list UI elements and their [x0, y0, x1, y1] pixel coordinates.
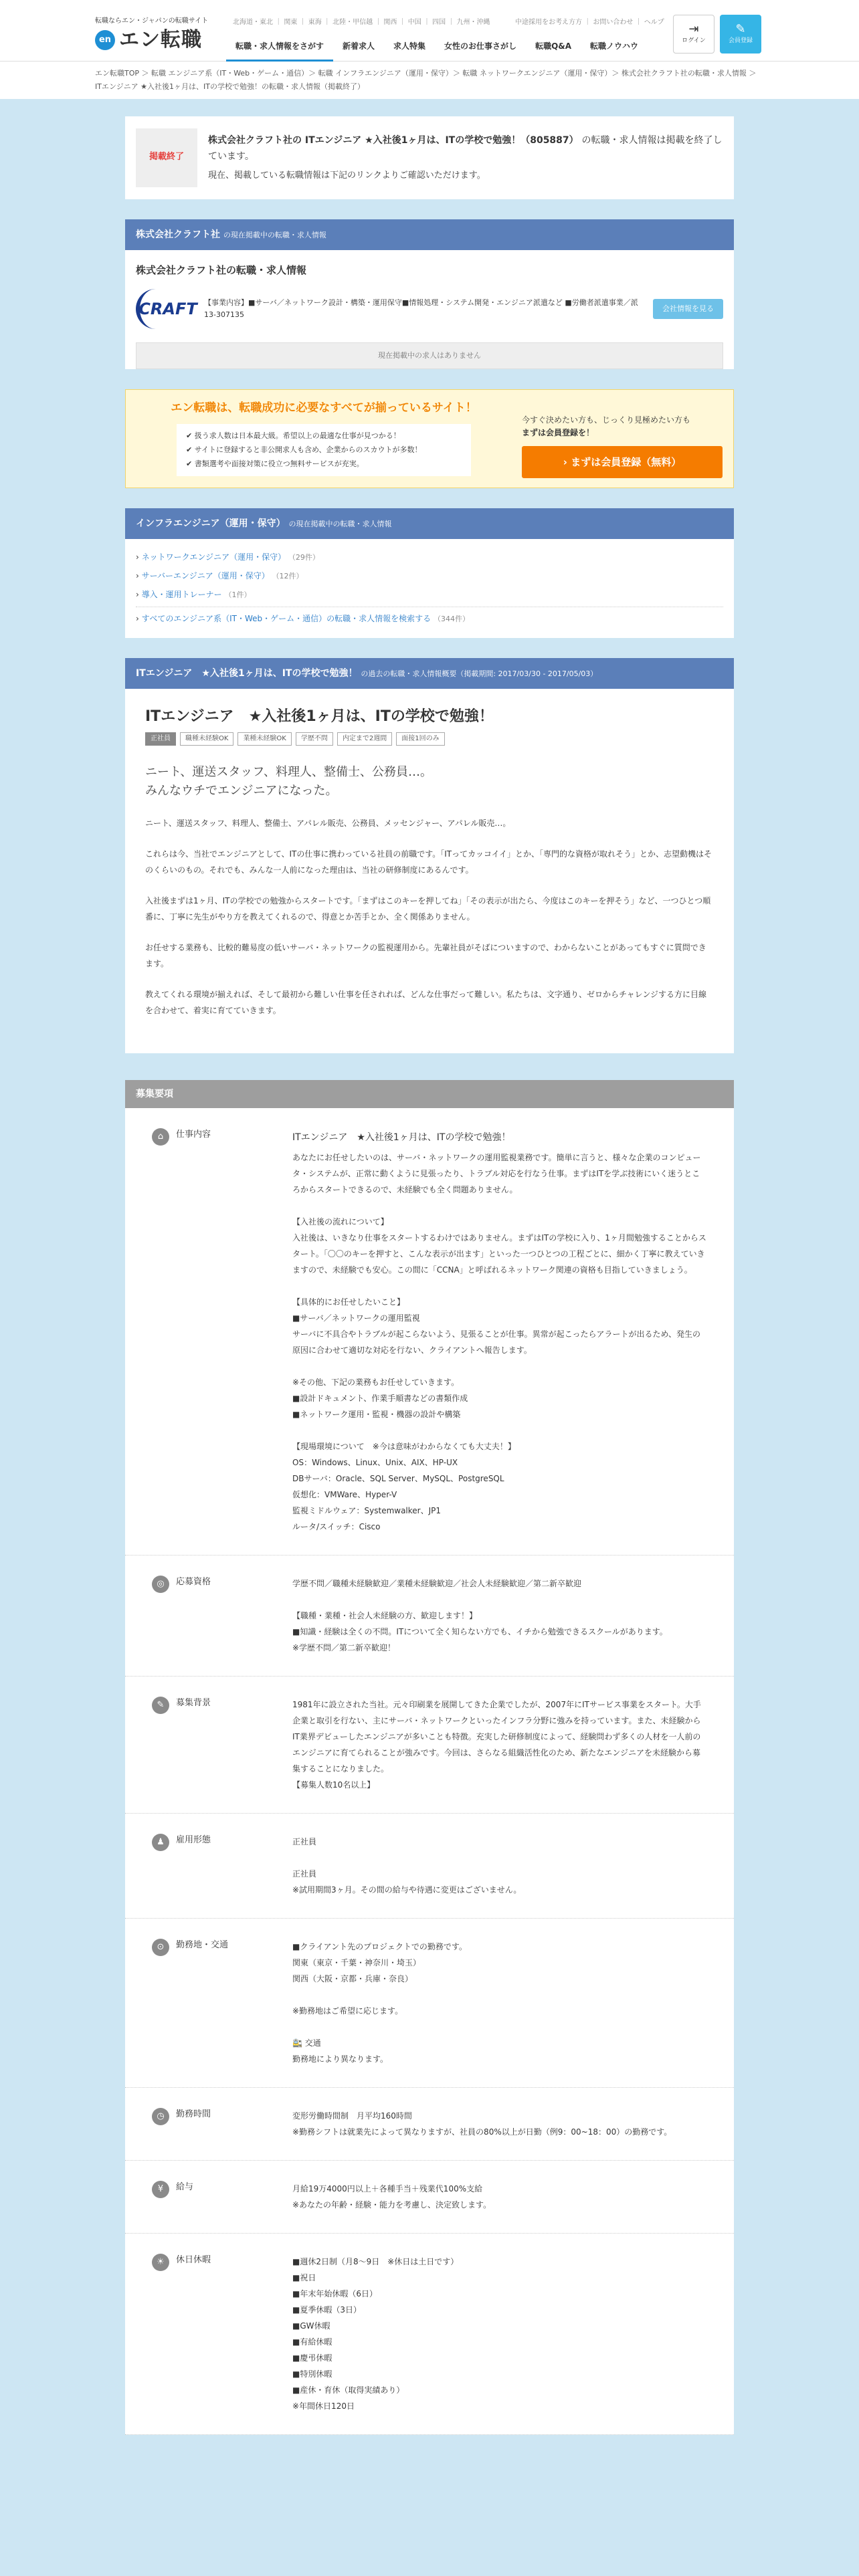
- en-logo-icon: en: [95, 30, 115, 50]
- catch-line: ニート、運送スタッフ、料理人、整備士、公務員…。: [145, 765, 432, 780]
- requirement-icon: ⌂: [152, 1128, 169, 1146]
- register-label: 会員登録: [728, 37, 753, 44]
- requirement-row: [125, 2234, 734, 2435]
- job-head: ITエンジニア ★入社後1ヶ月は、ITの学校で勉強！: [136, 667, 358, 679]
- site-logo[interactable]: [95, 24, 202, 56]
- promo-item: ✔ 扱う求人数は日本最大級。希望以上の最適な仕事が見つかる！: [186, 431, 401, 440]
- job-title: ITエンジニア ★入社後1ヶ月は、ITの学校で勉強！: [145, 708, 494, 726]
- requirement-row: [125, 2088, 734, 2161]
- requirement-text: 1981年に設立された当社。元々印刷業を展開してきた企業でしたが、2007年にITサービス事業をスタート。大手企業と取引を行ない、主にサーバ・ネットワークといったインフラ分野に強みを持っています。また、未経験からIT業界デビューしたエンジニアが多いことも特徴。充実した研修制度によって、経験問わず多くの人材を一人前のエンジニアに育てられることが強みです。今回は、さらなる組織活性化のため、新たなエンジニアを未経験から募集することになりました。 【募集人数10名以上】: [292, 1700, 701, 1790]
- requirement-row: [125, 2161, 734, 2234]
- description-paragraph: 教えてくれる環境が揃えれば、そして最初から難しい仕事を任されれば、どんな仕事だって難しい。私たちは、文字通り、ゼロからチャレンジする方に目線を合わせて、着実に育てていきます。: [145, 990, 707, 1016]
- requirement-text: 正社員 正社員 ※試用期間3ヶ月。その間の給与や待遇に変更はございません。: [292, 1837, 522, 1895]
- description-paragraph: ニート、運送スタッフ、料理人、整備士、アパレル販売、公務員、メッセンジャー、アパレル販売…。: [145, 819, 511, 829]
- requirement-text: 変形労働時間制 月平均160時間 ※勤務シフトは就業先によって異なりますが、社員の80%以上が日勤（例9：00~18：00）の勤務です。: [292, 2111, 672, 2137]
- company-head-sub: の現在掲載中の転職・求人情報: [223, 230, 326, 239]
- nav-features[interactable]: 求人特集: [393, 41, 426, 51]
- requirement-label: [152, 1697, 292, 1793]
- requirement-icon: ☀: [152, 2254, 169, 2271]
- requirement-label-text: 給与: [176, 2182, 194, 2193]
- requirement-label: [152, 1834, 292, 1898]
- requirement-icon: ✎: [152, 1697, 169, 1714]
- company-logo: CRAFT: [136, 289, 196, 329]
- requirement-content: [292, 2108, 723, 2140]
- requirement-content: [292, 1939, 723, 2067]
- link-item: › サーバーエンジニア（運用・保守） （12件）: [136, 570, 304, 580]
- promo-item-text: サイトに登録すると非公開求人も含め、企業からのスカウトが多数！: [194, 445, 422, 454]
- promo-list: [177, 424, 471, 477]
- requirement-row: [125, 1677, 734, 1814]
- company-info-button[interactable]: 会社情報を見る: [653, 299, 723, 319]
- requirement-lead: ITエンジニア ★入社後1ヶ月は、ITの学校で勉強！: [292, 1132, 511, 1144]
- job-tag: 職種未経験OK: [180, 732, 233, 746]
- requirement-content: [292, 2254, 723, 2414]
- requirement-text: ■週休2日制（月8～9日 ※休日は土日です） ■祝日 ■年末年始休暇（6日） ■夏季休暇（3日） ■GW休暇 ■有給休暇 ■慶弔休暇 ■特別休暇 ■産休・育休（取得実績あり） ※年間休日120日: [292, 2257, 459, 2411]
- requirement-label-text: 仕事内容: [176, 1130, 211, 1140]
- requirement-content: [292, 2181, 723, 2213]
- requirement-label-text: 応募資格: [176, 1577, 211, 1588]
- company-title: 株式会社クラフト社の転職・求人情報: [136, 263, 307, 276]
- company-row: [125, 285, 734, 333]
- requirement-content: [292, 1576, 723, 1656]
- pencil-icon: ✎: [735, 21, 746, 36]
- link-count: （12件）: [272, 571, 304, 580]
- description-paragraph: お任せする業務も、比較的難易度の低いサーバ・ネットワークの監視運用から。先輩社員がそばについますので、わからないことがあってもすぐに質問できます。: [145, 943, 706, 969]
- link-item: › すべてのエンジニア系（IT・Web・ゲーム・通信）の転職・求人情報を検索する （344件）: [136, 614, 470, 624]
- requirement-text: 月給19万4000円以上＋各種手当＋残業代100%支給 ※あなたの年齢・経験・能力を考慮し、決定致します。: [292, 2184, 492, 2210]
- infra-panel-head: [125, 508, 734, 539]
- job-panel-head: [125, 658, 734, 689]
- breadcrumb[interactable]: エン転職TOP ＞ 転職 エンジニア系（IT・Web・ゲーム・通信）＞ 転職 インフラエンジニア（運用・保守）＞ 転職 ネットワークエンジニア（運用・保守）＞ 株式会社クラフト社の転職・求人情報 ＞ ITエンジニア ★入社後1ヶ月は、ITの学校で勉強！の転職・求人情報（掲載終了）: [95, 62, 764, 99]
- ended-message: [208, 128, 723, 165]
- job-tags: [125, 732, 734, 763]
- nav-women-jobs[interactable]: 女性のお仕事さがし: [444, 41, 517, 51]
- infra-links: [125, 539, 734, 637]
- requirement-icon: ♟: [152, 1834, 169, 1851]
- requirement-label: [152, 2108, 292, 2140]
- promo-right-strong: まずは会員登録を！: [522, 427, 595, 437]
- promo-item-text: 扱う求人数は日本最大級。希望以上の最適な仕事が見つかる！: [194, 431, 401, 440]
- requirement-row: [125, 1814, 734, 1919]
- promo-item: ✔ 書類選考や面接対策に役立つ無料サービスが充実。: [186, 459, 364, 468]
- ended-msg-title: 株式会社クラフト社の ITエンジニア ★入社後1ヶ月は、ITの学校で勉強！（805887）: [208, 134, 579, 146]
- region-links[interactable]: 北海道・東北 ｜ 関東 ｜ 東海 ｜ 北陸・甲信越 ｜ 関西 ｜ 中国 ｜ 四国 ｜ 九州・沖縄: [233, 19, 490, 26]
- company-desc: 【事業内容】■サーバ／ネットワーク設計・構築・運用保守■情報処理・システム開発・エンジニア派遣など ■労働者派遣事業／派13-307135: [204, 298, 638, 319]
- link-count: （29件）: [288, 553, 320, 562]
- requirement-label: [152, 2181, 292, 2213]
- login-button[interactable]: [673, 15, 714, 53]
- link-count: （344件）: [433, 615, 470, 624]
- nav-new-jobs[interactable]: 新着求人: [343, 41, 375, 51]
- login-icon: ⇥: [688, 21, 699, 36]
- requirement-label: [152, 1939, 292, 2067]
- job-head-sub: の過去の転職・求人情報概要（掲載期間: 2017/03/30 - 2017/05/03）: [361, 669, 598, 678]
- requirement-label-text: 休日休暇: [176, 2255, 211, 2266]
- requirement-label: [152, 1128, 292, 1535]
- requirement-text: 学歴不問／職種未経験歓迎／業種未経験歓迎／社会人未経験歓迎／第二新卒歓迎 【職種・業種・社会人未経験の方、歓迎します！】 ■知識・経験は全くの不問。ITについて全く知らない方でも、イチから勉強できるスクールがあります。 ※学歴不問／第二新卒歓迎！: [292, 1579, 668, 1653]
- main-nav: [226, 37, 648, 62]
- catch-line: みんなウチでエンジニアになった。: [145, 784, 338, 798]
- requirements-table: [125, 1108, 734, 2435]
- ended-badge: 掲載終了: [136, 128, 197, 187]
- link-count: （1件）: [224, 590, 252, 599]
- requirement-label-text: 雇用形態: [176, 1835, 211, 1846]
- breadcrumb-bar: [0, 62, 859, 99]
- infra-panel: [125, 508, 734, 638]
- job-catchcopy: [125, 763, 734, 800]
- link-item: › ネットワークエンジニア（運用・保守） （29件）: [136, 552, 320, 562]
- requirement-icon: ◷: [152, 2108, 169, 2125]
- company-panel-head: [125, 219, 734, 250]
- nav-search-jobs[interactable]: 転職・求人情報をさがす: [226, 37, 333, 62]
- promo-title: エン転職は、転職成功に必要なすべてが揃っているサイト！: [171, 401, 477, 415]
- description-paragraph: 入社後まずは1ヶ月、ITの学校での勉強からスタートです。「まずはこのキーを押してね」「その表示が出たら、今度はこのキーを押そう」など、一つひとつ順番に、丁寧に先生がやり方を教えてくれるので、得意とか苦手とか、全く関係ありません。: [145, 896, 711, 922]
- requirement-label: [152, 2254, 292, 2414]
- utility-links[interactable]: 中途採用をお考え方方 ｜ お問い合わせ ｜ ヘルプ: [515, 19, 664, 26]
- promo-item: ✔ サイトに登録すると非公開求人も含め、企業からのスカウトが多数！: [186, 445, 422, 454]
- company-panel: [125, 219, 734, 369]
- logo-text: エン転職: [119, 28, 202, 51]
- promo-banner: [125, 389, 734, 488]
- requirements-head: 募集要項: [125, 1080, 734, 1108]
- ended-sub: 現在、掲載している転職情報は下記のリンクよりご確認いただけます。: [208, 170, 486, 181]
- job-tag: 面接1回のみ: [396, 732, 444, 746]
- job-description: [125, 800, 734, 1053]
- main-content: [125, 116, 734, 2436]
- link-item: › 導入・運用トレーナー （1件）: [136, 589, 252, 599]
- requirement-row: [125, 1919, 734, 2088]
- nav-qa[interactable]: 転職Q&A: [535, 41, 572, 51]
- link-network[interactable]: ネットワークエンジニア（運用・保守）: [141, 552, 286, 562]
- requirement-icon: ⊙: [152, 1939, 169, 1956]
- job-tag: 学歴不問: [296, 732, 333, 746]
- requirement-row: [125, 1555, 734, 1677]
- register-button[interactable]: [720, 15, 761, 53]
- promo-right-text: 今すぐ決めたい方も、じっくり見極めたい方も: [522, 415, 691, 425]
- requirement-row: [125, 1108, 734, 1555]
- description-paragraph: これらは今、当社でエンジニアとして、ITの仕事に携わっている社員の前職です。「ITってカッコイイ」とか、「専門的な資格が取れそう」とか、志望動機はそのくらいのもの。それでも、みんな一人前になった理由は、当社の研修制度にあるんです。: [145, 849, 712, 875]
- ended-msg-rest: の転職・求人情報は掲載を終了しています。: [208, 134, 723, 163]
- ended-notice: [125, 116, 734, 199]
- requirement-label: [152, 1576, 292, 1656]
- job-panel: [125, 658, 734, 1053]
- requirement-label-text: 勤務地・交通: [176, 1940, 229, 1951]
- requirement-content: [292, 1128, 723, 1535]
- register-cta-button[interactable]: › まずは会員登録（無料）: [522, 446, 723, 478]
- site-header: [0, 0, 859, 62]
- site-tagline: 転職ならエン・ジャパンの転職サイト: [95, 17, 209, 25]
- requirement-label-text: 募集背景: [176, 1698, 211, 1709]
- login-label: ログイン: [682, 37, 706, 44]
- nav-knowhow[interactable]: 転職ノウハウ: [590, 41, 639, 51]
- requirement-icon: ¥: [152, 2181, 169, 2198]
- link-server[interactable]: サーバーエンジニア（運用・保守）: [141, 570, 270, 580]
- link-trainer[interactable]: 導入・運用トレーナー: [141, 589, 222, 599]
- requirement-label-text: 勤務時間: [176, 2109, 211, 2120]
- requirement-text: あなたにお任せしたいのは、サーバ・ネットワークの運用監視業務です。簡単に言うと、様々な企業のコンピュータ・システムが、正常に動くように見張ったり、トラブル対応を行なう仕事。まずはITを学ぶ技術にいく迷うところからスタートできるので、未経験でも全く問題ありません。 【入社後の流れについて】 入社後は、いきなり仕事をスタートするわけではありません。まずはITの学校に入り、1ヶ月間勉強することからスタート。「〇〇のキーを押すと、こんな表示が出ます」といった一つひとつの工程ごとに、細かく丁寧に教えていきますので、未経験でも安心。この間に「CCNA」と呼ばれるネットワーク関連の資格も目指していきましょう。 【具体的にお任せしたいこと】 ■サーバ／ネットワークの運用監視 サーバに不具合やトラブルが起こらないよう、見張ることが仕事。異常が起こったらアラートが出るため、発生の原因に合わせて適切な対応を行ない、クライアントへ報告します。 ※その他、下記の業務もお任せしていきます。 ■設計ドキュメント、作業手順書などの書類作成 ■ネットワーク運用・監視・機器の設計や構築 【現場環境について ※今は意味がわからなくても大丈夫！】 OS：Windows、Linux、Unix、AIX、HP-UX DBサーバ：Oracle、SQL Server、MySQL、PostgreSQL 仮想化：VMWare、Hyper-V 監視ミドルウェア：Systemwalker、JP1 ルータ/スイッチ：Cisco: [292, 1153, 706, 1532]
- job-tag: 業種未経験OK: [237, 732, 291, 746]
- infra-head-sub: の現在掲載中の転職・求人情報: [288, 519, 392, 528]
- infra-head: インフラエンジニア（運用・保守）: [136, 518, 286, 529]
- requirement-icon: ◎: [152, 1576, 169, 1593]
- job-tag: 正社員: [145, 732, 176, 746]
- requirement-text: ■クライアント先のプロジェクトでの勤務です。 関東（東京・千葉・神奈川・埼玉） 関西（大阪・京都・兵庫・奈良） ※勤務地はご希望に応じます。 🚉 交通 勤務地により異なります。: [292, 1942, 467, 2064]
- requirement-content: [292, 1834, 723, 1898]
- promo-item-text: 書類選考や面接対策に役立つ無料サービスが充実。: [194, 459, 364, 468]
- link-all-engineer[interactable]: すべてのエンジニア系（IT・Web・ゲーム・通信）の転職・求人情報を検索する: [141, 614, 432, 624]
- company-name: 株式会社クラフト社: [136, 229, 220, 240]
- requirement-content: [292, 1697, 723, 1793]
- job-tag: 内定まで2週間: [337, 732, 392, 746]
- no-jobs-message: 現在掲載中の求人はありません: [136, 342, 723, 369]
